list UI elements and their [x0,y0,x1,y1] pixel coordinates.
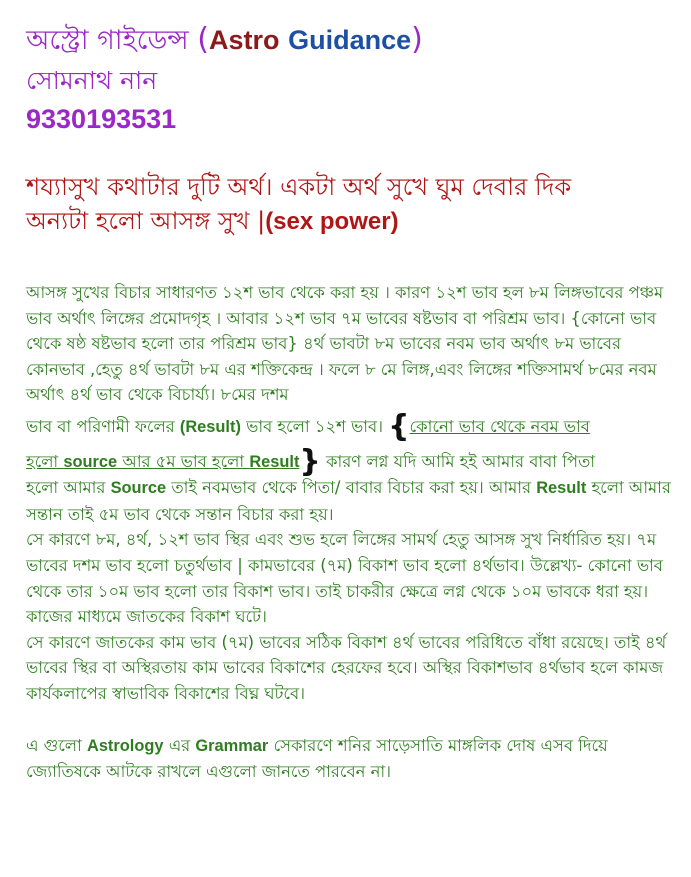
p3-result-term: Result [249,452,300,471]
headline-line-1: শয্যাসুখ কথাটার দুটি অর্থ। একটা অর্থ সুখে ঘুম দেবার দিক [26,173,572,201]
p3-source-term: source [63,452,118,471]
brace-close: } [299,443,321,479]
paragraph-5: সে কারণে ৮ম, ৪র্থ, ১২শ ভাব স্থির এবং শুভ হলে লিঙ্গের সামর্থ হেতু আসঙ্গ সুখ নির্ধারিত হয়। ৭ম ভাবের দশম ভাব হলো চতুর্থভাব | কামভাবের (৭ম) বিকাশ ভাব হলো ৪র্থভাব। উল্লেখ্য- কোনো ভাব থেকে তার ১০ম ভাব হলো তার বিকাশ ভাব। তাই চাকরীর ক্ষেত্রে লগ্ন থেকে ১০ম ভাবকে ধরা হয়। কাজের মাধ্যমে জাতকের বিকাশ ঘটে। [26,530,663,627]
p7-text-b: এর [163,735,196,755]
phone-number: 9330193531 [26,104,177,134]
headline [26,170,671,239]
p4-text-a: হলো আমার [26,478,111,498]
p7-grammar-term: Grammar [195,736,269,755]
brand-bengali: অস্ট্রো গাইডেন্স [26,25,189,56]
brand-guidance: Guidance [288,25,412,55]
brace-open: { [388,408,410,444]
p7-text-c: সেকারণে শনির সাড়েসাতি মাঙ্গলিক দোষ এসব দিয়ে জ্যোতিষকে আটকে রাখলে এগুলো জানতে পারবেন না। [26,735,608,782]
headline-line-2 [26,204,671,239]
paragraph-1: আসঙ্গ সুখের বিচার সাধারণত ১২শ ভাব থেকে করা হয় । কারণ ১২শ ভাব হল ৮ম লিঙ্গভাবের পঞ্চম ভাব অর্থাৎ লিঙ্গের প্রমোদগৃহ । আবার ১২শ ভাব ৭ম ভাবের ষষ্টভাব বা পরিশ্রম ভাব। {কোনো ভাব থেকে ষষ্ঠ ষষ্টভাব হলো তার পরিশ্রম ভাব} ৪র্থ ভাবটা ৮ম ভাবের নবম ভাব অর্থাৎ ৮ম ভাবের কোনভাব ,হেতু ৪র্থ ভাবটা ৮ম এর শক্তিকেন্দ্র । ফলে ৮ মে লিঙ্গ,এবং লিঙ্গের শক্তিসামর্থ ৮মের নবম অর্থাৎ ৪র্থ ভাব থেকে বিচার্য্য। ৮মের দশম [26,283,664,405]
p4-source-term: Source [110,479,167,498]
p2-underlined: কোনো ভাব থেকে নবম ভাব [409,416,590,436]
p2-text-a: ভাব বা পরিণামী ফলের [26,416,180,436]
paragraph-3 [26,443,676,479]
p3-text: কারণ লগ্ন যদি আমি হই আমার বাবা পিতা [320,451,596,471]
brand-close-paren: ) [411,22,423,57]
header [26,20,676,137]
paragraph-6: সে কারণে জাতকের কাম ভাব (৭ম) ভাবের সঠিক বিকাশ ৪র্থ ভাবের পরিধিতে বাঁধা রয়েছে। তাই ৪র্থ ভাবের স্থির বা অস্থিরতায় কাম ভাবের বিকাশের হেরফের হবে। অস্থির বিকাশভাব ৪র্থভাব হলে কামজ কার্যকলাপের স্বাভাবিক বিকাশের বিঘ্ন ঘটবে। [26,632,667,703]
p7-astrology-term: Astrology [86,736,164,755]
p4-result-term: Result [536,479,587,498]
paragraph-4 [26,475,676,527]
article-body [26,280,676,785]
p3-underlined-b: আর ৫ম ভাব হলো [117,451,250,471]
headline-line-2-english: (sex power) [265,208,399,235]
paragraph-2 [26,408,676,444]
p7-text-a: এ গুলো [26,735,87,755]
paragraph-gap [26,707,676,733]
p2-result-term: (Result) [179,417,241,436]
brand-title [26,20,676,61]
p4-text-c: হলো আমার সন্তান তাই ৫ম ভাব থেকে সন্তান বিচার করা হয়। [26,478,671,524]
brand-open-paren: ( [197,22,209,57]
brand-astro: Astro [208,25,280,55]
paragraph-7 [26,733,676,785]
p4-text-b: তাই নবমভাব থেকে পিতা/ বাবার বিচার করা হয়। আমার [166,478,537,498]
p2-text-b: ভাব হলো ১২শ ভাব। [240,416,389,436]
author-name: সোমনাথ নান [26,66,158,95]
headline-line-2-bengali: অন্যটা হলো আসঙ্গ সুখ | [26,207,266,235]
p3-underlined-a: হলো [26,451,64,471]
